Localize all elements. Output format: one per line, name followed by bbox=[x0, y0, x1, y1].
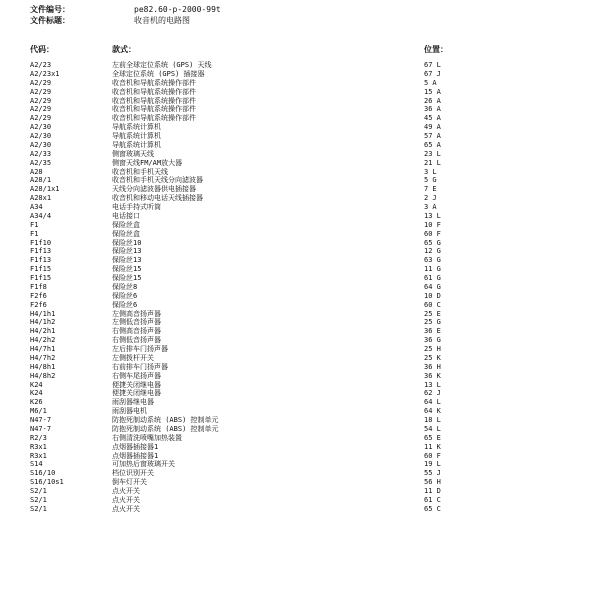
row-position: 36 G bbox=[424, 336, 441, 345]
row-code: R2/3 bbox=[30, 433, 47, 442]
row-description: 右侧高音扬声器 bbox=[112, 327, 161, 336]
row-position: 3 L bbox=[424, 167, 437, 176]
row-code: R3x1 bbox=[30, 442, 47, 451]
row-position: 25 K bbox=[424, 353, 441, 362]
row-position: 11 G bbox=[424, 265, 441, 274]
row-description: 保险丝6 bbox=[112, 291, 138, 300]
table-row bbox=[0, 194, 600, 203]
row-position: 25 E bbox=[424, 309, 441, 318]
row-description: 保险丝8 bbox=[112, 282, 138, 291]
table-row bbox=[0, 292, 600, 301]
row-code: A2/23 bbox=[30, 61, 52, 69]
row-position: 65 E bbox=[424, 433, 441, 442]
row-position: 65 G bbox=[424, 238, 441, 247]
table-row bbox=[0, 363, 600, 372]
row-description: 防抱死制动系统 (ABS) 控制单元 bbox=[112, 416, 219, 424]
row-description: 防抱死制动系统 (ABS) 控制单元 bbox=[112, 424, 219, 433]
row-position: 45 A bbox=[424, 114, 441, 123]
row-description: 左后排车门扬声器 bbox=[112, 345, 168, 353]
row-position: 13 L bbox=[424, 380, 441, 389]
row-description: 右侧低音扬声器 bbox=[112, 336, 161, 345]
table-row bbox=[0, 434, 600, 443]
row-position: 55 J bbox=[424, 469, 441, 478]
row-description: 左前全球定位系统 (GPS) 天线 bbox=[112, 61, 212, 69]
table-row bbox=[0, 132, 600, 141]
row-code: F1 bbox=[30, 220, 39, 229]
row-position: 63 G bbox=[424, 256, 441, 265]
row-description: 保险丝15 bbox=[112, 274, 142, 282]
row-code: A2/35 bbox=[30, 158, 52, 167]
row-description: 收音机和导航系统操作部件 bbox=[112, 96, 196, 105]
row-code: S2/1 bbox=[30, 487, 47, 495]
row-description: 右前排车门扬声器 bbox=[112, 362, 168, 371]
row-code: H4/1h1 bbox=[30, 309, 56, 318]
row-code: H4/7h1 bbox=[30, 345, 56, 353]
row-code: A34 bbox=[30, 203, 43, 211]
row-code: F1f10 bbox=[30, 238, 52, 247]
row-position: 49 A bbox=[424, 123, 441, 132]
table-row bbox=[0, 247, 600, 256]
row-position: 26 A bbox=[424, 96, 441, 105]
row-description: 便捷关闭继电器 bbox=[112, 380, 161, 389]
row-description: 保险丝盒 bbox=[112, 229, 140, 238]
row-code: A28/1 bbox=[30, 176, 52, 185]
table-row bbox=[0, 239, 600, 248]
row-description: 便捷关闭继电器 bbox=[112, 389, 161, 398]
row-description: 点火开关 bbox=[112, 487, 140, 495]
row-code: S14 bbox=[30, 460, 43, 469]
row-position: 61 G bbox=[424, 274, 441, 282]
table-row bbox=[0, 168, 600, 177]
row-description: 保险丝6 bbox=[112, 300, 138, 309]
row-position: 64 G bbox=[424, 282, 441, 291]
row-code: S2/1 bbox=[30, 504, 47, 513]
table-row bbox=[0, 97, 600, 106]
row-code: F1f15 bbox=[30, 274, 52, 282]
row-description: 收音机和移动电话天线插接器 bbox=[112, 194, 203, 203]
row-code: S2/1 bbox=[30, 495, 47, 504]
row-position: 64 L bbox=[424, 398, 441, 407]
row-code: N47-7 bbox=[30, 424, 52, 433]
row-position: 13 L bbox=[424, 211, 441, 220]
row-description: 收音机和导航系统操作部件 bbox=[112, 114, 196, 123]
table-row bbox=[0, 212, 600, 221]
row-description: 右侧车尾扬声器 bbox=[112, 371, 161, 380]
row-code: A2/30 bbox=[30, 132, 52, 140]
table-row bbox=[0, 123, 600, 132]
table-row bbox=[0, 185, 600, 194]
row-position: 57 A bbox=[424, 132, 441, 140]
row-position: 56 H bbox=[424, 478, 441, 487]
row-code: H4/8h2 bbox=[30, 371, 56, 380]
table-row bbox=[0, 372, 600, 381]
row-position: 12 G bbox=[424, 247, 441, 256]
row-description: 左侧低音扬声器 bbox=[112, 318, 161, 327]
table-row bbox=[0, 345, 600, 354]
row-position: 61 C bbox=[424, 495, 441, 504]
table-row bbox=[0, 221, 600, 230]
doc-number-value: pe82.60-p-2000-99t bbox=[134, 5, 221, 14]
table-row bbox=[0, 389, 600, 398]
table-row bbox=[0, 469, 600, 478]
table-row bbox=[0, 327, 600, 336]
row-description: 导航系统计算机 bbox=[112, 132, 161, 140]
row-code: A28/1x1 bbox=[30, 185, 60, 194]
row-position: 60 F bbox=[424, 451, 441, 460]
doc-number-label: 文件编号： bbox=[30, 5, 70, 14]
table-row bbox=[0, 460, 600, 469]
row-position: 19 L bbox=[424, 460, 441, 469]
row-code: K24 bbox=[30, 380, 43, 389]
table-row bbox=[0, 478, 600, 487]
row-code: A2/29 bbox=[30, 96, 52, 105]
row-description: 右侧清洗喷嘴加热装置 bbox=[112, 433, 182, 442]
doc-title-value: 收音机的电路图 bbox=[134, 16, 190, 25]
row-position: 25 H bbox=[424, 345, 441, 353]
table-row bbox=[0, 381, 600, 390]
row-code: H4/8h1 bbox=[30, 362, 56, 371]
row-description: 收音机和导航系统操作部件 bbox=[112, 78, 196, 87]
row-position: 10 F bbox=[424, 220, 441, 229]
row-description: 可加热后窗玻璃开关 bbox=[112, 460, 175, 469]
table-row bbox=[0, 176, 600, 185]
row-position: 21 L bbox=[424, 158, 441, 167]
table-row bbox=[0, 443, 600, 452]
row-code: H4/2h2 bbox=[30, 336, 56, 345]
row-position: 54 L bbox=[424, 424, 441, 433]
row-description: 点烟器插接器1 bbox=[112, 451, 159, 460]
row-position: 67 L bbox=[424, 61, 441, 69]
row-position: 25 G bbox=[424, 318, 441, 327]
row-position: 23 L bbox=[424, 149, 441, 158]
row-code: F1f8 bbox=[30, 282, 47, 291]
row-description: 天线分向滤波器供电插接器 bbox=[112, 185, 196, 194]
table-row bbox=[0, 159, 600, 168]
column-header-code: 代码： bbox=[30, 45, 54, 54]
table-row bbox=[0, 505, 600, 514]
row-description: 全球定位系统 (GPS) 插接器 bbox=[112, 69, 205, 78]
row-description: 雨刮器继电器 bbox=[112, 398, 154, 407]
table-row bbox=[0, 416, 600, 425]
row-code: S16/10 bbox=[30, 469, 56, 478]
table-row bbox=[0, 425, 600, 434]
table-row bbox=[0, 105, 600, 114]
table-row bbox=[0, 79, 600, 88]
row-description: 侧窗玻璃天线 bbox=[112, 149, 154, 158]
row-description: 雨刮器电机 bbox=[112, 407, 147, 416]
row-description: 点烟器插接器1 bbox=[112, 442, 159, 451]
table-row bbox=[0, 274, 600, 283]
row-position: 5 G bbox=[424, 176, 437, 185]
table-row bbox=[0, 256, 600, 265]
row-code: A2/29 bbox=[30, 105, 52, 114]
row-description: 导航系统计算机 bbox=[112, 140, 161, 149]
row-code: F1f13 bbox=[30, 256, 52, 265]
row-code: A28x1 bbox=[30, 194, 52, 203]
table-row bbox=[0, 265, 600, 274]
row-code: A2/30 bbox=[30, 123, 52, 132]
row-code: H4/2h1 bbox=[30, 327, 56, 336]
table-row bbox=[0, 407, 600, 416]
row-description: 电话接口 bbox=[112, 211, 140, 220]
row-code: A2/29 bbox=[30, 114, 52, 123]
row-position: 18 L bbox=[424, 416, 441, 424]
row-code: F2f6 bbox=[30, 300, 47, 309]
row-description: 收音机和手机天线分向滤波器 bbox=[112, 176, 203, 185]
row-position: 15 A bbox=[424, 87, 441, 96]
component-table bbox=[0, 61, 600, 514]
row-position: 36 K bbox=[424, 371, 441, 380]
row-code: F2f6 bbox=[30, 291, 47, 300]
table-row bbox=[0, 61, 600, 70]
row-code: F1f13 bbox=[30, 247, 52, 256]
row-code: A34/4 bbox=[30, 211, 52, 220]
table-row bbox=[0, 487, 600, 496]
row-code: N47-7 bbox=[30, 416, 52, 424]
row-position: 7 E bbox=[424, 185, 437, 194]
row-code: K24 bbox=[30, 389, 43, 398]
table-row bbox=[0, 310, 600, 319]
row-position: 64 K bbox=[424, 407, 441, 416]
row-position: 11 D bbox=[424, 487, 441, 495]
row-description: 保险丝13 bbox=[112, 247, 142, 256]
row-description: 左侧高音扬声器 bbox=[112, 309, 161, 318]
row-code: A2/30 bbox=[30, 140, 52, 149]
row-position: 65 A bbox=[424, 140, 441, 149]
row-description: 保险丝15 bbox=[112, 265, 142, 274]
table-row bbox=[0, 496, 600, 505]
row-description: 收音机和手机天线 bbox=[112, 167, 168, 176]
table-row bbox=[0, 88, 600, 97]
table-row bbox=[0, 354, 600, 363]
row-description: 电话手持式听筒 bbox=[112, 203, 161, 211]
row-code: A28 bbox=[30, 167, 43, 176]
row-position: 36 A bbox=[424, 105, 441, 114]
row-code: A2/29 bbox=[30, 78, 52, 87]
table-row bbox=[0, 398, 600, 407]
row-position: 36 E bbox=[424, 327, 441, 336]
doc-title-label: 文件标题： bbox=[30, 16, 70, 25]
row-position: 65 C bbox=[424, 504, 441, 513]
table-row bbox=[0, 283, 600, 292]
column-header-description: 款式： bbox=[112, 45, 136, 54]
row-code: H4/1h2 bbox=[30, 318, 56, 327]
table-row bbox=[0, 230, 600, 239]
table-row bbox=[0, 141, 600, 150]
row-description: 收音机和导航系统操作部件 bbox=[112, 87, 196, 96]
row-description: 侧窗天线FM/AM放大器 bbox=[112, 158, 183, 167]
row-code: H4/7h2 bbox=[30, 353, 56, 362]
row-code: A2/23x1 bbox=[30, 69, 60, 78]
row-code: F1f15 bbox=[30, 265, 52, 274]
table-row bbox=[0, 318, 600, 327]
row-description: 档位识别开关 bbox=[112, 469, 154, 478]
row-code: K26 bbox=[30, 398, 43, 407]
row-code: F1 bbox=[30, 229, 39, 238]
row-code: S16/10s1 bbox=[30, 478, 64, 487]
row-description: 左侧拨杆开关 bbox=[112, 353, 154, 362]
column-header-position: 位置： bbox=[424, 45, 448, 54]
row-description: 点火开关 bbox=[112, 495, 140, 504]
table-row bbox=[0, 150, 600, 159]
row-position: 60 F bbox=[424, 229, 441, 238]
row-position: 5 A bbox=[424, 78, 437, 87]
row-code: M6/1 bbox=[30, 407, 47, 416]
row-code: A2/33 bbox=[30, 149, 52, 158]
table-row bbox=[0, 114, 600, 123]
row-code: A2/29 bbox=[30, 87, 52, 96]
row-position: 60 C bbox=[424, 300, 441, 309]
row-position: 36 H bbox=[424, 362, 441, 371]
row-description: 导航系统计算机 bbox=[112, 123, 161, 132]
row-position: 62 J bbox=[424, 389, 441, 398]
row-description: 保险丝10 bbox=[112, 238, 142, 247]
row-description: 保险丝盒 bbox=[112, 220, 140, 229]
row-code: R3x1 bbox=[30, 451, 47, 460]
row-position: 67 J bbox=[424, 69, 441, 78]
row-position: 10 D bbox=[424, 291, 441, 300]
table-row bbox=[0, 70, 600, 79]
row-position: 3 A bbox=[424, 203, 437, 211]
row-description: 倒车灯开关 bbox=[112, 478, 147, 487]
table-row bbox=[0, 452, 600, 461]
row-position: 11 K bbox=[424, 442, 441, 451]
table-row bbox=[0, 301, 600, 310]
table-row bbox=[0, 336, 600, 345]
row-description: 收音机和导航系统操作部件 bbox=[112, 105, 196, 114]
row-description: 点火开关 bbox=[112, 504, 140, 513]
row-position: 2 J bbox=[424, 194, 437, 203]
row-description: 保险丝13 bbox=[112, 256, 142, 265]
table-row bbox=[0, 203, 600, 212]
